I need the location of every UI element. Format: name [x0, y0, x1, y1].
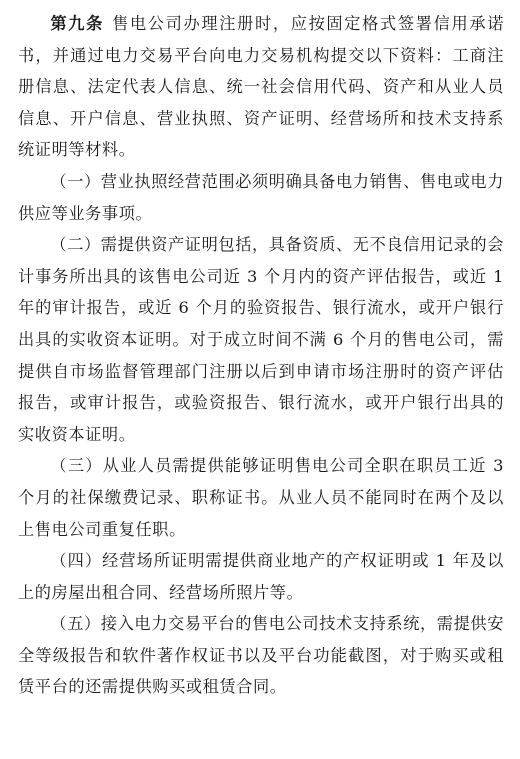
article-intro-text: 售电公司办理注册时，应按固定格式签署信用承诺书，并通过电力交易平台向电力交易机构提交以下资料：工商注册信息、法定代表人信息、统一社会信用代码、资产和从业人员信息、开户信息、营业执照、资产证明、经营场所和技术支持系统证明等材料。 [18, 14, 504, 160]
list-item-4: （四）经营场所证明需提供商业地产的产权证明或 1 年及以上的房屋出租合同、经营场所照片等。 [18, 551, 504, 602]
article-heading: 第九条 [50, 14, 104, 33]
article-intro-paragraph [18, 8, 504, 166]
list-item-3: （三）从业人员需提供能够证明售电公司全职在职员工近 3 个月的社保缴费记录、职称证书。从业人员不能同时在两个及以上售电公司重复任职。 [18, 456, 504, 539]
list-item-2: （二）需提供资产证明包括，具备资质、无不良信用记录的会计事务所出具的该售电公司近 3 个月内的资产评估报告，或近 1 年的审计报告，或近 6 个月的验资报告、银行流水，或开户银行出具的实收资本证明。对于成立时间不满 6 个月的售电公司，需提供自市场监督管理部门注册以后到申请市场注册时的资产评估报告，或审计报告，或验资报告、银行流水，或开户银行出具的实收资本证明。 [18, 235, 504, 444]
list-item-1: （一）营业执照经营范围必须明确具备电力销售、售电或电力供应等业务事项。 [18, 171, 504, 223]
document-page [18, 8, 504, 703]
list-item-5: （五）接入电力交易平台的售电公司技术支持系统，需提供安全等级报告和软件著作权证书以及平台功能截图，对于购买或租赁平台的还需提供购买或租赁合同。 [18, 614, 504, 697]
